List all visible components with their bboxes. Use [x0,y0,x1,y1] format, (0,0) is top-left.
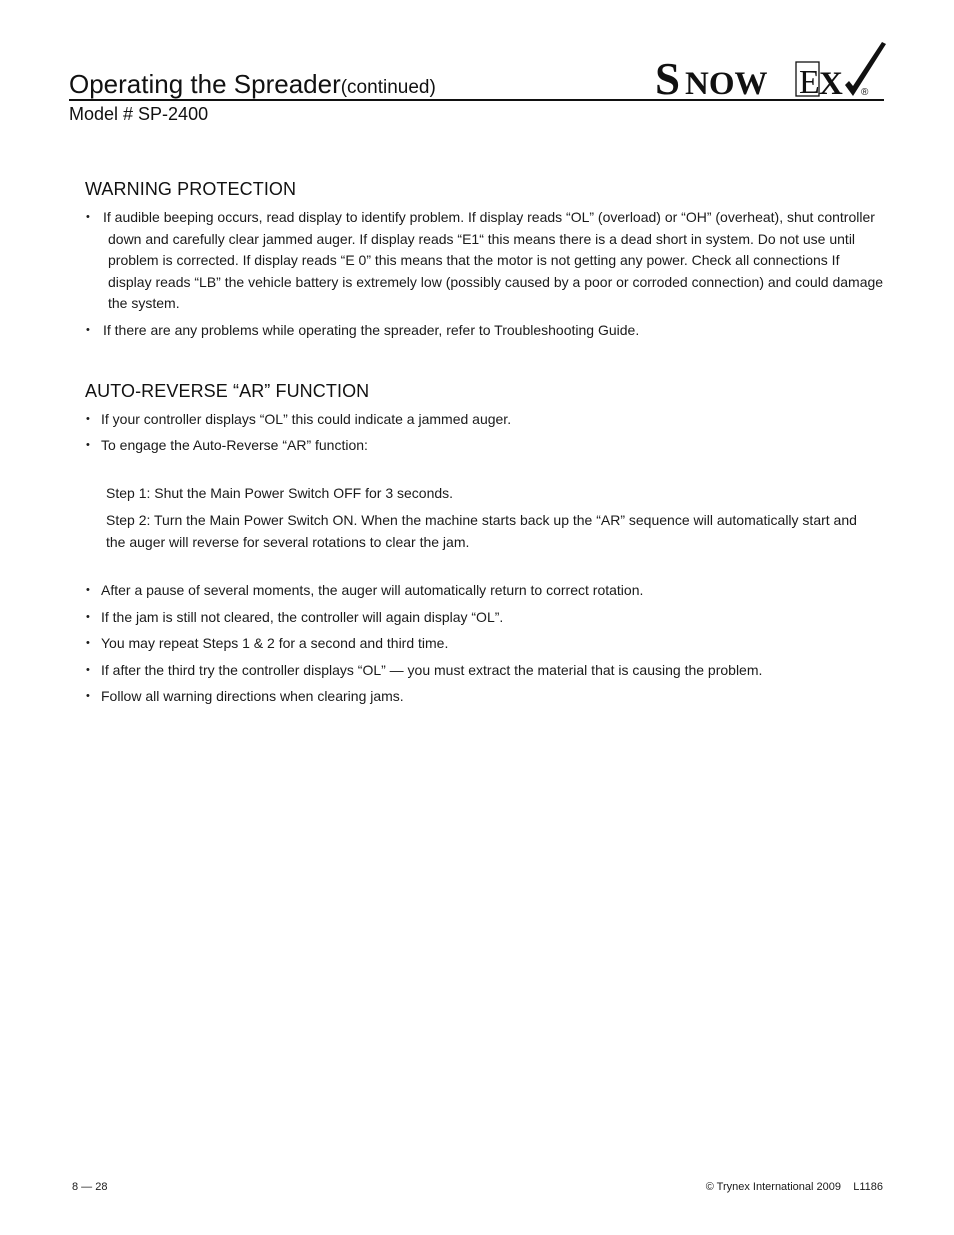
page-title-suffix: (continued) [340,77,436,98]
list-item [86,633,886,655]
list-item-text: You may repeat Steps 1 & 2 for a second and third time. [101,635,449,651]
list-item-text: If your controller displays “OL” this could indicate a jammed auger. [101,411,512,427]
page-title-text: Operating the Spreader [69,69,341,99]
svg-text:E: E [799,64,820,100]
list-item-text: Follow all warning directions when clearing jams. [101,688,404,704]
bullet-dot: • [86,664,90,676]
list-item [86,435,886,457]
svg-text:NOW: NOW [685,66,768,100]
list-item-text: To engage the Auto-Reverse “AR” function: [101,437,368,453]
list-item-text: After a pause of several moments, the auger will automatically return to correct rotation. [101,582,644,598]
snowex-logo [655,40,887,100]
list-item-text: If after the third try the controller displays “OL” — you must extract the material that is causing the problem. [101,662,763,678]
registered-mark: ® [861,87,869,98]
list-item-text: If the jam is still not cleared, the controller will again display “OL”. [101,609,504,625]
bullet-dot: • [86,211,90,223]
list-item [86,580,886,602]
page-number: 8 — 28 [72,1181,108,1193]
list-item-text: If there are any problems while operating the spreader, refer to Troubleshooting Guide. [103,322,640,338]
list-item [86,320,886,342]
bullet-dot: • [86,439,90,451]
bullet-dot: • [86,324,90,336]
bullet-dot: • [86,584,90,596]
bullet-dot: • [86,637,90,649]
svg-text:X: X [819,66,843,100]
model-number: Model # SP-2400 [69,104,209,124]
step-1: Step 1: Shut the Main Power Switch OFF for 3 seconds. [106,485,454,501]
svg-text:S: S [655,54,681,100]
list-item [86,607,886,629]
list-item [86,686,886,708]
auto-reverse-heading: AUTO-REVERSE “AR” FUNCTION [85,381,370,401]
warning-heading: WARNING PROTECTION [85,179,297,199]
list-item-text: If audible beeping occurs, read display to identify problem. If display reads “OL” (overload) or “OH” (overheat), shut controller down and carefully clear jammed auger. If display reads “E1“ this means there is a dead short in system. Do not use until problem is corrected. If display reads “E 0” this means that the motor is not getting any power. Check all connections If display reads “LB” the vehicle battery is extremely low (possibly caused by a poor or corroded connection) and could damage the system. [103,209,884,311]
list-item [86,660,886,682]
list-item [86,409,886,431]
bullet-dot: • [86,690,90,702]
step-2: Step 2: Turn the Main Power Switch ON. When the machine starts back up the “AR” sequence will automatically start and the auger will reverse for several rotations to clear the jam. [106,512,857,550]
list-item [86,207,886,315]
bullet-dot: • [86,413,90,425]
copyright-notice: © Trynex International 2009 L1186 [705,1181,883,1193]
bullet-dot: • [86,611,90,623]
